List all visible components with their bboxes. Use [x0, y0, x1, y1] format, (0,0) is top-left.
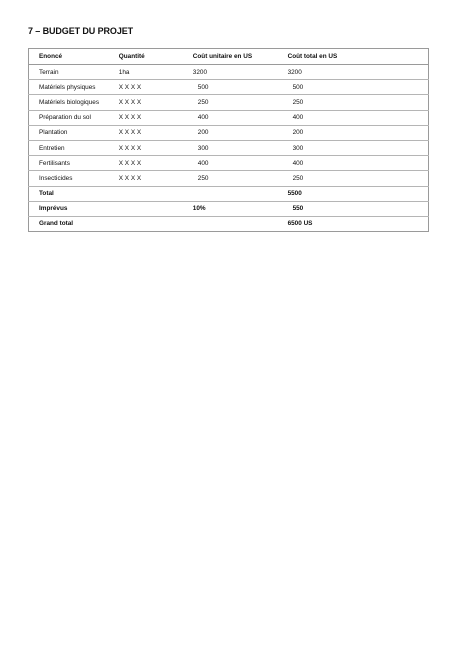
cell-quantite: X X X X — [119, 125, 193, 140]
header-cout-total: Coût total en US — [288, 49, 429, 65]
cell-quantite: X X X X — [119, 156, 193, 171]
header-quantite: Quantité — [119, 49, 193, 65]
imprevus-percent: 10% — [193, 201, 288, 216]
budget-table — [28, 48, 429, 232]
header-cout-unitaire: Coût unitaire en US — [193, 49, 288, 65]
cell-cout-total: 400 — [288, 110, 429, 125]
cell-cout-total: 250 — [288, 171, 429, 186]
grand-total-label: Grand total — [39, 220, 74, 228]
table-row — [29, 110, 429, 125]
cell-cout-unitaire: 500 — [193, 80, 288, 95]
cell-cout-unitaire: 250 — [193, 171, 288, 186]
cell-quantite: 1ha — [119, 65, 193, 80]
cell-cout-unitaire: 400 — [193, 110, 288, 125]
total-cout-total: 5500 — [288, 186, 429, 201]
cell-cout-total: 250 — [288, 95, 429, 110]
table-row — [29, 140, 429, 155]
grand-total-cout-total: 6500 US — [287, 220, 313, 228]
cell-enonce: Insecticides — [29, 171, 119, 186]
cell-enonce: Fertilisants — [29, 156, 119, 171]
cell-cout-unitaire: 250 — [193, 95, 288, 110]
total-label: Total — [29, 186, 119, 201]
cell-cout-unitaire: 200 — [193, 125, 288, 140]
grand-total-row — [29, 216, 429, 231]
cell-enonce: Préparation du sol — [29, 110, 119, 125]
cell-cout-total: 3200 — [288, 65, 429, 80]
cell-quantite: X X X X — [119, 80, 193, 95]
table-row — [29, 171, 429, 186]
table-row — [29, 95, 429, 110]
cell-quantite: X X X X — [119, 95, 193, 110]
table-header-row — [29, 49, 429, 65]
cell-enonce: Terrain — [29, 65, 119, 80]
cell-quantite: X X X X — [119, 171, 193, 186]
imprevus-label: Imprévus — [29, 201, 119, 216]
cell-enonce: Matériels biologiques — [29, 95, 119, 110]
grand-total-cout-unitaire — [193, 216, 288, 231]
cell-enonce: Entretien — [29, 140, 119, 155]
section-title: 7 – BUDGET DU PROJET — [28, 26, 134, 36]
cell-cout-unitaire: 300 — [193, 140, 288, 155]
cell-cout-unitaire: 400 — [193, 156, 288, 171]
grand-total-quantite — [119, 216, 193, 231]
cell-cout-total: 200 — [288, 125, 429, 140]
imprevus-row — [29, 201, 429, 216]
cell-cout-total: 300 — [288, 140, 429, 155]
total-cout-unitaire — [193, 186, 288, 201]
table-row — [29, 156, 429, 171]
table-row — [29, 80, 429, 95]
table-row — [29, 125, 429, 140]
cell-cout-unitaire: 3200 — [193, 65, 288, 80]
total-quantite — [119, 186, 193, 201]
imprevus-quantite — [119, 201, 193, 216]
imprevus-cout-total: 550 — [288, 201, 429, 216]
total-row — [29, 186, 429, 201]
cell-enonce: Matériels physiques — [29, 80, 119, 95]
cell-cout-total: 400 — [288, 156, 429, 171]
cell-quantite: X X X X — [119, 110, 193, 125]
table-row — [29, 65, 429, 80]
cell-cout-total: 500 — [288, 80, 429, 95]
header-enonce: Enoncé — [29, 49, 119, 65]
cell-enonce: Plantation — [29, 125, 119, 140]
cell-quantite: X X X X — [119, 140, 193, 155]
